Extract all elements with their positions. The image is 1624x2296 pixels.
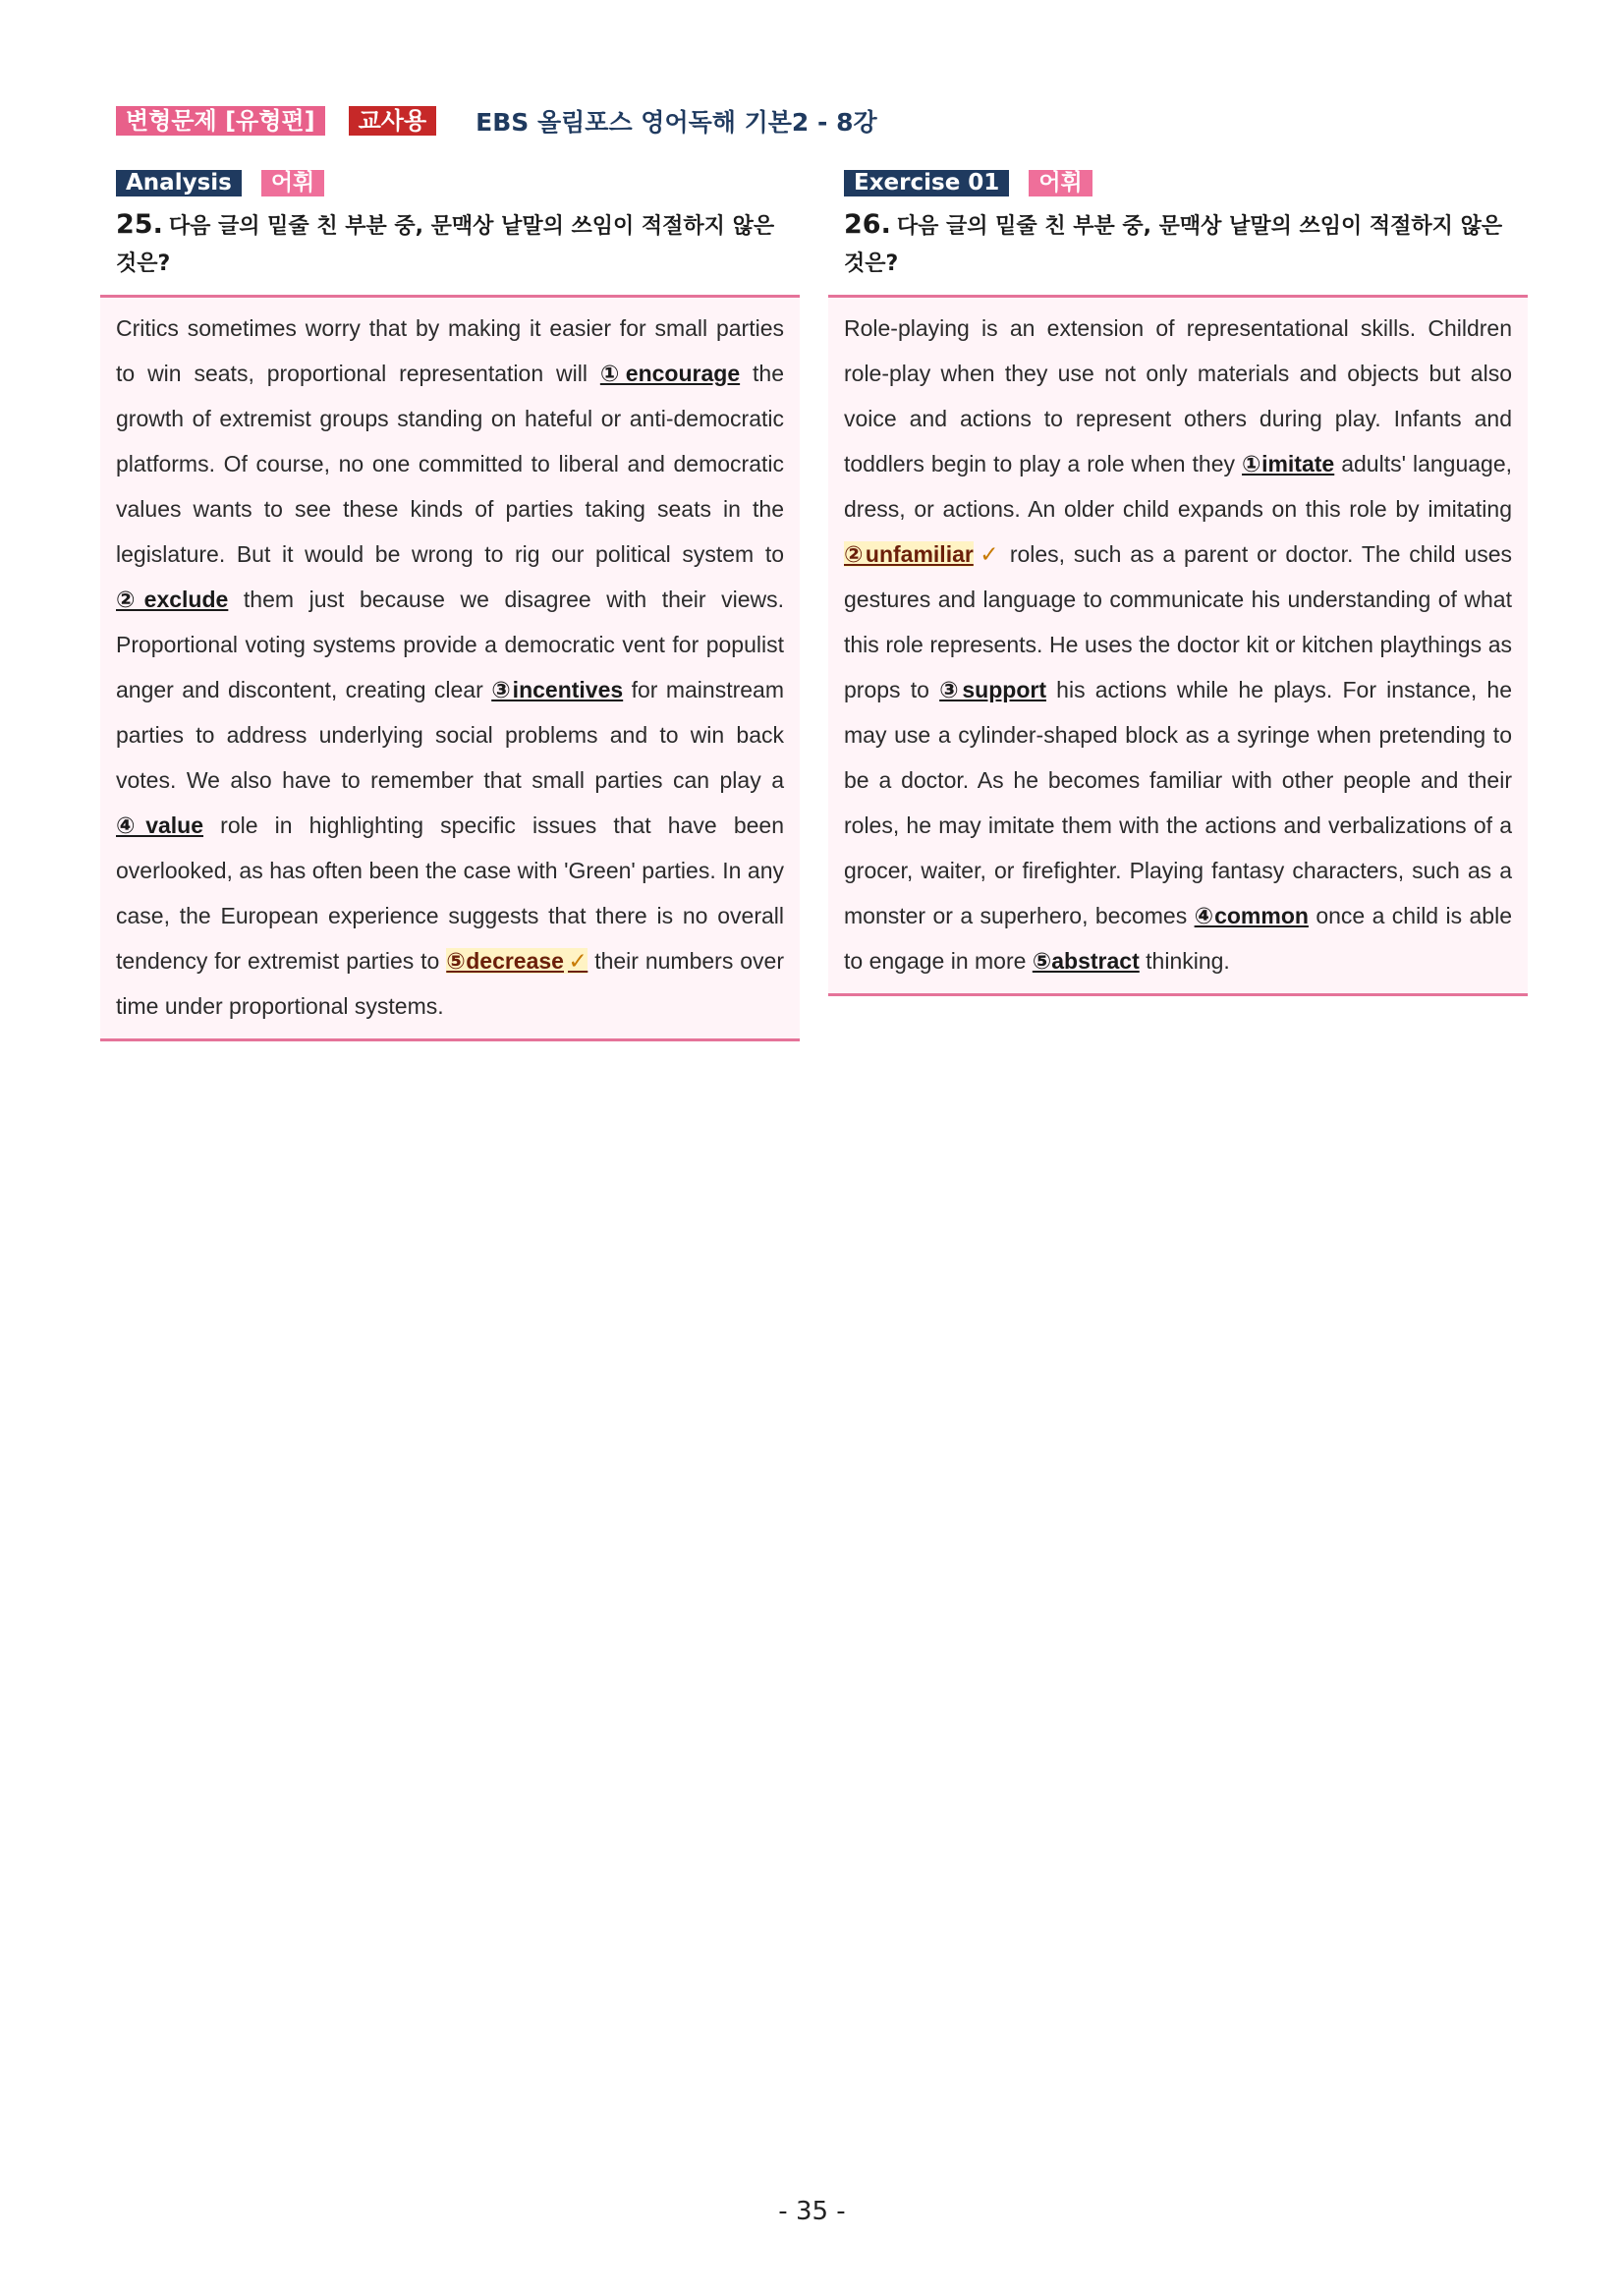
passage-text: roles, such as a parent or doctor. The child uses gestures and language to communicate his understanding of what this role represents. He uses the doctor kit or kitchen playthings as props to [844,541,1512,702]
category-label: 어휘 [261,170,324,196]
passage-text: for mainstream parties to address underlying social problems and to win back votes. We also have to remember that small parties can play a [116,677,784,793]
check-mark-icon: ✓ [567,948,588,974]
question-number: 25. [116,209,163,240]
question-text: 다음 글의 밑줄 친 부분 중, 문맥상 낱말의 쓰임이 적절하지 않은 것은? [116,214,775,276]
choice-2-answer: ②unfamiliar [844,541,974,567]
passage-text: thinking. [1139,948,1230,974]
question-26-column [828,169,1528,996]
category-label: 어휘 [1029,170,1092,196]
teacher-use-tag: 교사용 [349,106,437,136]
passage-text: their numbers over time under proportional systems. [116,948,784,1019]
passage-text: role in highlighting specific issues that have been overlooked, as has often been the case with 'Green' parties. In any case, the European experience suggests that there is no overall tendency for extremist parties to [116,812,784,974]
question-prompt [844,206,1512,283]
section-label: Exercise 01 [844,170,1009,196]
choice-4: ④value [116,812,204,838]
passage-box [100,295,800,1041]
check-mark-icon: ✓ [977,541,1001,567]
passage-text: the growth of extremist groups standing on hateful or anti-democratic platforms. Of course, no one committed to liberal and democratic values wants to see these kinds of parties taking seats in the legislature. But it would be wrong to rig our political system to [116,361,784,567]
choice-1: ①encourage [599,361,741,386]
page-number: - 35 - [778,2197,846,2226]
answer-word: ⑤decrease [446,948,564,974]
section-tags [116,169,800,196]
question-number: 26. [844,209,891,240]
question-text: 다음 글의 밑줄 친 부분 중, 문맥상 낱말의 쓰임이 적절하지 않은 것은? [844,214,1503,276]
choice-4: ④common [1194,903,1309,928]
choice-3: ③incentives [491,677,624,702]
passage-text: adults' language, dress, or actions. An older child expands on this role by imitating [844,451,1513,522]
choice-5: ⑤abstract [1032,948,1140,974]
passage-box [828,295,1528,996]
passage-text: once a child is able to engage in more [844,903,1512,974]
question-25-column [100,169,800,1041]
section-label: Analysis [116,170,242,196]
variant-problem-tag: 변형문제 [유형편] [116,106,325,136]
passage-text: his actions while he plays. For instance, he may use a cylinder-shaped block as a syringe when pretending to be a doctor. As he becomes familiar with other people and their roles, he may imitate them with the actions and verbalizations of a grocer, waiter, or firefighter. Playing fantasy characters, such as a monster or a superhero, becomes [844,677,1512,928]
choice-1: ①imitate [1242,451,1335,476]
passage-text: them just because we disagree with their views. Proportional voting systems provide a democratic vent for populist anger and discontent, creating clear [116,587,784,702]
choice-5-answer [446,948,588,974]
section-tags [844,169,1528,196]
passage-text: Critics sometimes worry that by making it easier for small parties to win seats, proportional representation will [116,315,784,386]
page-header [116,104,877,138]
choice-2: ②exclude [116,587,229,612]
document-title: EBS 올림포스 영어독해 기본2 - 8강 [476,108,877,137]
choice-3: ③support [939,677,1046,702]
question-prompt [116,206,784,283]
passage-text: Role-playing is an extension of representational skills. Children role-play when they use not only materials and objects but also voice and actions to represent others during play. Infants and toddlers begin to play a role when they [844,315,1512,476]
